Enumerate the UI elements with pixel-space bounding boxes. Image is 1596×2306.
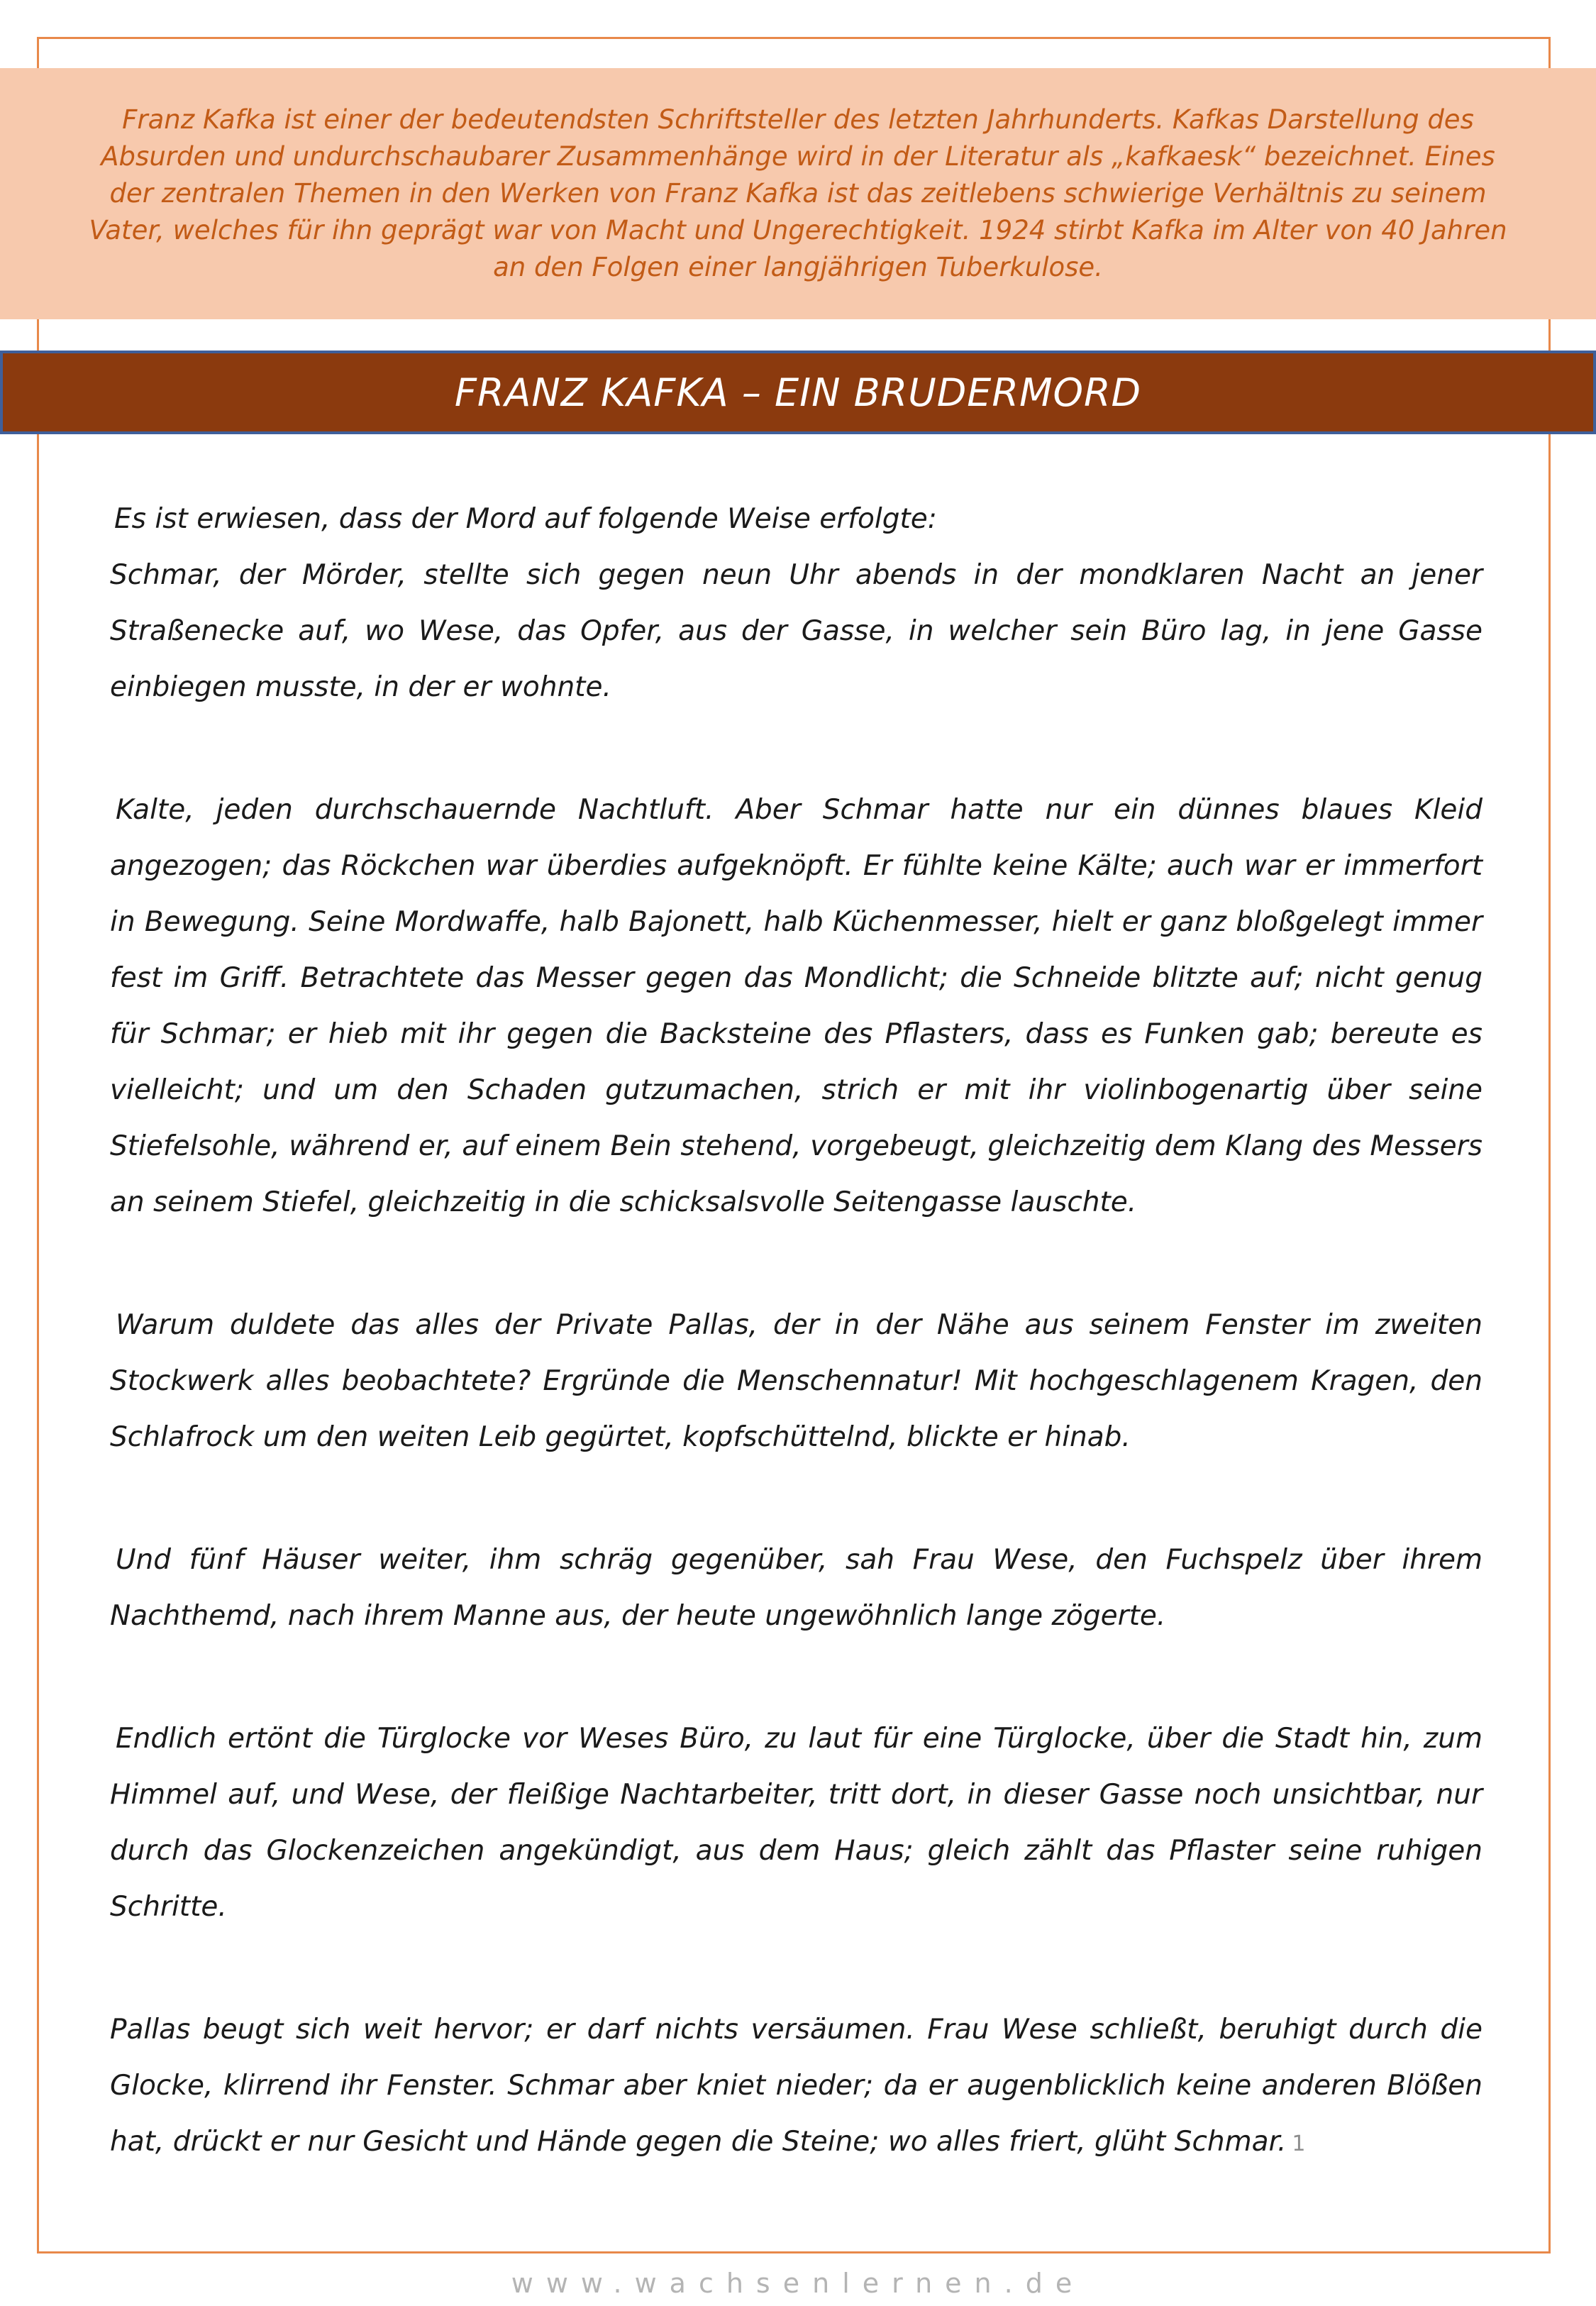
paragraph-4: Und fünf Häuser weiter, ihm schräg gegenüber, sah Frau Wese, den Fuchspelz über ihrem Nachthemd, nach ihrem Manne aus, der heute ungewöhnlich lange zögerte. bbox=[110, 1544, 1483, 1632]
paragraph-2: Kalte, jeden durchschauernde Nachtluft. Aber Schmar hatte nur ein dünnes blaues Kleid angezogen; das Röckchen war überdies aufgeknöpft. Er fühlte keine Kälte; auch war er immerfort in Bewegung. Seine Mordwaffe, halb Bajonett, halb Küchenmesser, hielt er ganz bloßgelegt immer fest im Griff. Betrachtete das Messer gegen das Mondlicht; die Schneide blitzte auf; nicht genug für Schmar; er hieb mit ihr gegen die Backsteine des Pflasters, dass es Funken gab; bereute es vielleicht; und um den Schaden gutzumachen, strich er mit ihr violinbogenartig über seine Stiefelsohle, während er, auf einem Bein stehend, vorgebeugt, gleichzeitig dem Klang des Messers an seinem Stiefel, gleichzeitig in die schicksalsvolle Seitengasse lauschte. bbox=[110, 794, 1483, 1218]
title-bar bbox=[0, 351, 1596, 434]
paragraph-intro-sentence: Es ist erwiesen, dass der Mord auf folgende Weise erfolgte: bbox=[114, 503, 937, 535]
paragraph-3: Warum duldete das alles der Private Pallas, der in der Nähe aus seinem Fenster im zweiten Stockwerk alles beobachtete? Ergründe die Menschennatur! Mit hochgeschlagenem Kragen, den Schlafrock um den weiten Leib gegürtet, kopfschüttelnd, blickte er hinab. bbox=[110, 1309, 1483, 1453]
intro-box bbox=[0, 68, 1596, 319]
footer-url: www.wachsenlernen.de bbox=[511, 2268, 1085, 2299]
intro-text: Franz Kafka ist einer der bedeutendsten Schriftsteller des letzten Jahrhunderts. Kafkas Darstellung des Absurden und undurchschaubarer Zusammenhänge wird in der Literatur als „kafkaesk“ bezeichnet. Eines der zentralen Themen in den Werken von Franz Kafka ist das zeitlebens schwierige Verhältnis zu seinem Vater, welches für ihn geprägt war von Macht und Ungerechtigkeit. 1924 stirbt Kafka im Alter von 40 Jahren an den Folgen einer langjährigen Tuberkulose. bbox=[89, 104, 1507, 282]
paragraph-6 bbox=[110, 2002, 1483, 2172]
page-number: 1 bbox=[1292, 2131, 1306, 2156]
paragraph-5: Endlich ertönt die Türglocke vor Weses Büro, zu laut für eine Türglocke, über die Stadt hin, zum Himmel auf, und Wese, der fleißige Nachtarbeiter, tritt dort, in dieser Gasse noch unsichtbar, nur durch das Glockenzeichen angekündigt, aus dem Haus; gleich zählt das Pflaster seine ruhigen Schritte. bbox=[110, 1723, 1483, 1923]
story-body bbox=[110, 491, 1483, 2172]
paragraph-6-text: Pallas beugt sich weit hervor; er darf nichts versäumen. Frau Wese schließt, beruhigt durch die Glocke, klirrend ihr Fenster. Schmar aber kniet nieder; da er augenblicklich keine anderen Blößen hat, drückt er nur Gesicht und Hände gegen die Steine; wo alles friert, glüht Schmar. bbox=[110, 2014, 1483, 2158]
page-title: FRANZ KAFKA – EIN BRUDERMORD bbox=[454, 370, 1142, 415]
paragraph-1: Schmar, der Mörder, stellte sich gegen neun Uhr abends in der mondklaren Nacht an jener Straßenecke auf, wo Wese, das Opfer, aus der Gasse, in welcher sein Büro lag, in jene Gasse einbiegen musste, in der er wohnte. bbox=[110, 559, 1483, 703]
